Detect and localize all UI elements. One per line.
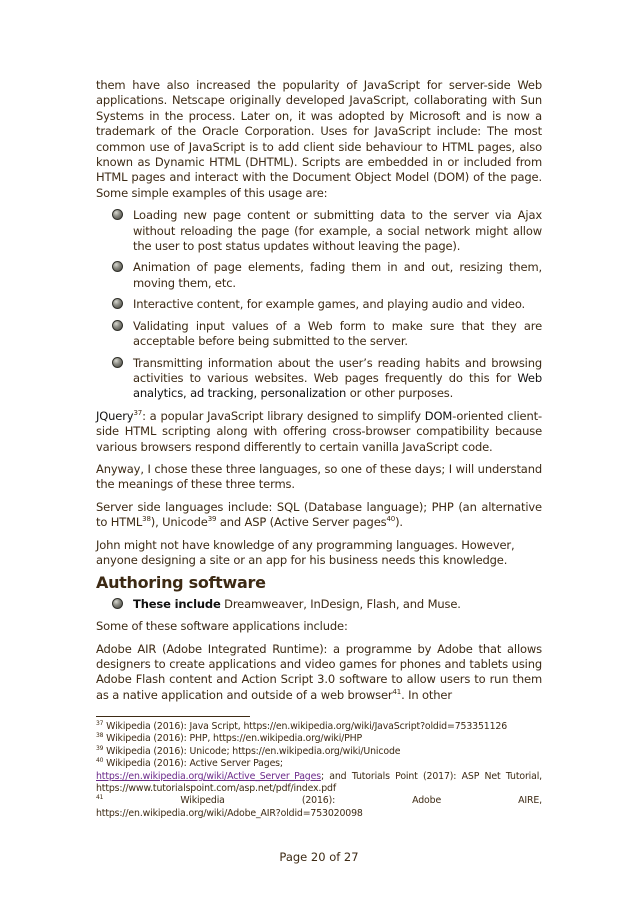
paragraph-adobe-air: Adobe AIR (Adobe Integrated Runtime): a programme by Adobe that allows designers to create applications and video games for phones and tablets using Adobe Flash content and Action Script 3.0 software to allow users to run them as a native application and outside of a web browser$^{41}$. In other [96, 641, 542, 702]
footnote-ref-39: 39 [207, 515, 217, 524]
bullet-icon [112, 298, 123, 309]
these-include-label: These include [133, 596, 221, 611]
paragraph-javascript-uses: them have also increased the popularity of JavaScript for server-side Web applications. Netscape originally developed JavaScript, collaborating with Sun Systems in the process. Later on, it was adopted by Microsoft and is now a trademark of the Oracle Corporation. Uses for JavaScript include: The most common use of JavaScript is to add client side behaviour to HTML pages, also known as Dynamic HTML (DHTML). Scripts are embedded in or included from HTML pages and interact with the Document Object Model (DOM) of the page. Some simple examples of this usage are: [96, 78, 542, 200]
page-body [96, 78, 542, 710]
paragraph-anyway: Anyway, I chose these three languages, so one of these days; I will understand the meanings of these three terms. [96, 461, 542, 492]
list-item: Loading new page content or submitting data to the server via Ajax without reloading the page (for example, a social network might allow the user to post status updates without leaving the page). [96, 208, 542, 254]
bullet-icon [112, 320, 123, 331]
footnote-41: $^{41}$ Wikipedia (2016): Adobe AIRE, [96, 794, 542, 807]
footnote-40: $^{40}$ Wikipedia (2016): Active Server Pages; https://en.wikipedia.org/wiki/Active_Server_Pages; and Tutorials Point (2017): ASP Net Tutorial, https://www.tutorialspoint.com/asp.net/pdf/index.pdf [96, 757, 542, 795]
dom-term: DOM [424, 408, 453, 423]
list-item: Transmitting information about the user’s reading habits and browsing activities to various websites. Web pages frequently do this for Web analytics, ad tracking, personalization or other purposes. [96, 356, 542, 402]
list-item: Interactive content, for example games, and playing audio and video. [96, 297, 542, 312]
paragraph-john: John might not have knowledge of any programming languages. However, anyone designing a site or an app for his business needs this knowledge. [96, 537, 515, 567]
paragraph-some-software: Some of these software applications include: [96, 619, 348, 634]
bullet-icon [112, 357, 123, 368]
footnote-ref-37: 37 [133, 408, 143, 417]
paragraph-server-side: Server side languages include: SQL (Database language); PHP (an alternative to HTML$^{38}$), Unicode$^{39}$ and ASP (Active Server pages$^{40}$). [96, 499, 542, 530]
footnotes [96, 721, 542, 820]
list-item: These include Dreamweaver, InDesign, Flash, and Muse. [96, 597, 542, 612]
bullet-icon [112, 598, 123, 609]
javascript-usage-list [96, 208, 542, 401]
footnote-divider [96, 716, 250, 717]
footnote-37: $^{37}$ Wikipedia (2016): Java Script, https://en.wikipedia.org/wiki/JavaScript?oldid=753351126 [96, 719, 508, 732]
footnote-39: $^{39}$ Wikipedia (2016): Unicode; https://en.wikipedia.org/wiki/Unicode [96, 744, 401, 757]
footnote-ref-40: 40 [386, 515, 396, 524]
bullet-icon [112, 209, 123, 220]
list-item: Animation of page elements, fading them in and out, resizing them, moving them, etc. [96, 260, 542, 291]
jquery-term: JQuery [96, 408, 134, 423]
web-analytics-link-text: Web analytics, ad tracking, personalization [133, 370, 542, 401]
authoring-software-list [96, 597, 542, 612]
paragraph-jquery: JQuery$^{37}$: a popular JavaScript library designed to simplify DOM-oriented client-side HTML scripting along with offering cross-browser compatibility because various browsers respond differently to certain vanilla JavaScript code. [96, 408, 542, 454]
footnote-38: $^{38}$ Wikipedia (2016): PHP, https://en.wikipedia.org/wiki/PHP [96, 732, 363, 745]
active-server-pages-link[interactable]: https://en.wikipedia.org/wiki/Active_Server_Pages [96, 770, 321, 782]
list-item: Validating input values of a Web form to make sure that they are acceptable before being submitted to the server. [96, 319, 542, 350]
footnote-41-url: https://en.wikipedia.org/wiki/Adobe_AIR?oldid=753020098 [96, 807, 363, 819]
bullet-icon [112, 261, 123, 272]
footnote-ref-38: 38 [142, 515, 151, 524]
section-heading: Authoring software [96, 573, 266, 593]
page-number: Page 20 of 27 [279, 850, 359, 864]
footnote-ref-41: 41 [392, 687, 402, 696]
